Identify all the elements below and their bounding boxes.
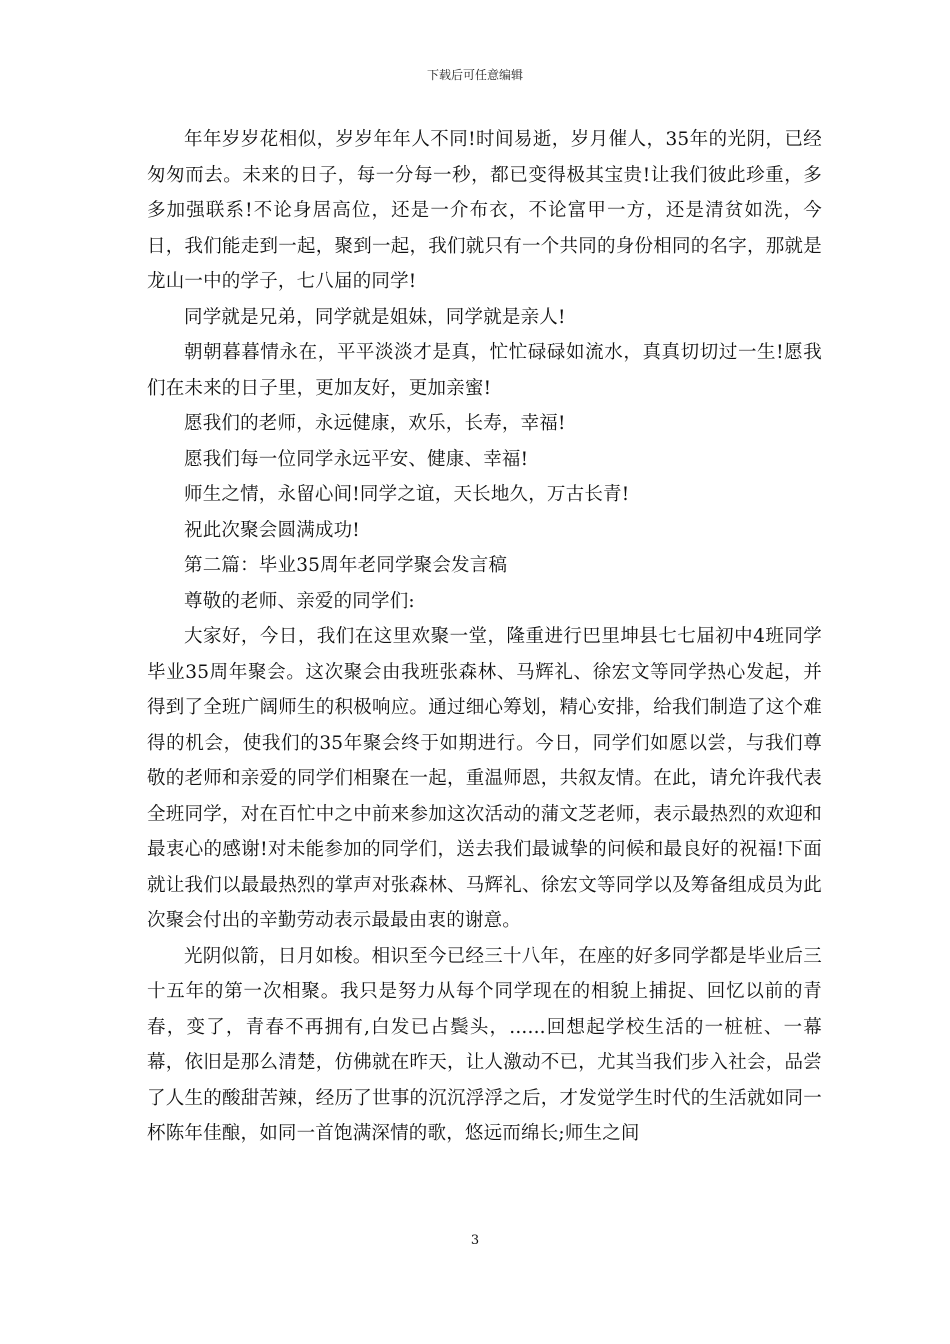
paragraph-teacher-wish: 愿我们的老师，永远健康，欢乐，长寿，幸福! <box>184 413 566 434</box>
paragraph-welcome: 大家好，今日，我们在这里欢聚一堂，隆重进行巴里坤县七七届初中4班同学毕业35周年聚会。这次聚会由我班张森林、马辉礼、徐宏文等同学热心发起，并得到了全班广阔师生的积极响应。通过细心筹划，精心安排，给我们制造了这个难得的机会，使我们的35年聚会终于如期进行。今日，同学们如愿以尝，与我们尊敬的老师和亲爱的同学们相聚在一起，重温师恩，共叙友情。在此，请允许我代表全班同学，对在百忙中之中前来参加这次活动的蒲文芝老师，表示最热烈的欢迎和最衷心的感谢!对未能参加的同学们，送去我们最诚挚的问候和最良好的祝福!下面就让我们以最最热烈的掌声对张森林、马辉礼、徐宏文等同学以及筹备组成员为此次聚会付出的辛勤劳动表示最最由衷的谢意。 <box>147 626 822 931</box>
paragraph-classmates-family: 同学就是兄弟，同学就是姐妹，同学就是亲人! <box>184 306 566 328</box>
paragraph-memories: 光阴似箭，日月如梭。相识至今已经三十八年，在座的好多同学都是毕业后三十五年的第一次相聚。我只是努力从每个同学现在的相貌上捕捉、回忆以前的青春，变了，青春不再拥有,白发已占鬓头，......回想起学校生活的一桩桩、一幕幕，依旧是那么清楚，仿佛就在昨天，让人激动不已，尤其当我们步入社会，品尝了人生的酸甜苦辣，经历了世事的沉沉浮浮之后，才发觉学生时代的生活就如同一杯陈年佳酿，如同一首饱满深情的歌，悠远而绵长;师生之间 <box>147 945 822 1144</box>
paragraph-reflection: 年年岁岁花相似，岁岁年年人不同!时间易逝，岁月催人，35年的光阴，已经匆匆而去。未来的日子，每一分每一秒，都已变得极其宝贵!让我们彼此珍重，多多加强联系!不论身居高位，还是一介布衣，不论富甲一方，还是清贫如洗，今日，我们能走到一起，聚到一起，我们就只有一个共同的身份相同的名字，那就是龙山一中的学子，七八届的同学! <box>147 129 822 292</box>
paragraph-success-wish: 祝此次聚会圆满成功! <box>184 519 360 541</box>
salutation: 尊敬的老师、亲爱的同学们: <box>184 590 415 612</box>
page-number: 3 <box>470 1233 480 1248</box>
document-body <box>147 122 822 1152</box>
page-header-note: 下载后可任意编辑 <box>426 68 523 82</box>
section-title: 第二篇：毕业35周年老同学聚会发言稿 <box>184 555 508 576</box>
paragraph-classmate-wish: 愿我们每一位同学永远平安、健康、幸福! <box>184 448 529 470</box>
paragraph-teacher-student-bond: 师生之情，永留心间!同学之谊，天长地久，万古长青! <box>184 484 630 505</box>
paragraph-friendship-wish: 朝朝暮暮情永在，平平淡淡才是真，忙忙碌碌如流水，真真切切过一生!愿我们在未来的日子里，更加友好，更加亲蜜! <box>147 342 822 399</box>
